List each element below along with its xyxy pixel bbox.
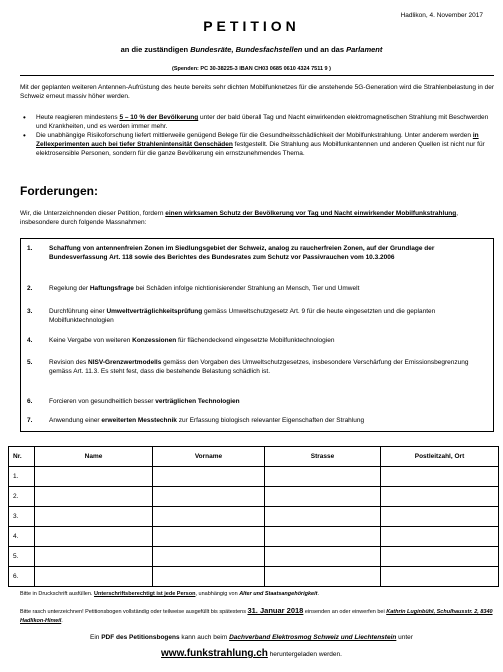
demands-lead: [20, 209, 495, 227]
ort-cell[interactable]: [381, 567, 499, 587]
intro-paragraph: Mit der geplanten weiteren Antennen-Aufrüstung des heute bereits sehr dichten Mobilfunknetzes für die anstehende 5G-Generation wird die Strahlenbelastung in der Schweiz erneut massiv höher werden.: [20, 84, 495, 100]
vorname-cell[interactable]: [153, 547, 265, 567]
subtitle-prefix: an die zuständigen: [120, 45, 191, 54]
demand-text-post: für flächendeckend eingesetzte Mobilfunktechnologien: [176, 337, 335, 344]
name-cell[interactable]: [35, 467, 153, 487]
table-row: [9, 567, 499, 587]
demand-emphasis: verträglichen Technologien: [155, 398, 240, 405]
vorname-cell[interactable]: [153, 507, 265, 527]
footer-emphasis: Unterschriftsberechtigt ist jede Person: [93, 591, 196, 597]
footer-text: .: [317, 591, 319, 597]
column-header-name: Name: [35, 447, 153, 467]
ort-cell[interactable]: [381, 487, 499, 507]
demand-text-pre: Forcieren von gesundheitlich besser: [49, 398, 156, 405]
demand-number: 5.: [27, 359, 33, 366]
name-cell[interactable]: [35, 487, 153, 507]
name-cell[interactable]: [35, 567, 153, 587]
table-row: [9, 547, 499, 567]
footer-text: Bitte in Druckschrift ausfüllen.: [20, 591, 94, 597]
demand-text-pre: Anwendung einer: [49, 417, 102, 424]
demand-number: 6.: [27, 398, 33, 405]
demand-text: Schaffung von antennenfreien Zonen im Siedlungsgebiet der Schweiz, analog zu raucherfreien Zonen, auf der Grundlage der Bundesverfassung Art. 118 sowie des Berichtes des Bundesrates zum Schutz vor Passivrauchen vom 10.3.2006: [49, 245, 435, 261]
demand-emphasis: Haftungsfrage: [89, 285, 134, 292]
strasse-cell[interactable]: [265, 567, 381, 587]
bullet-text: festgestellt. Die Strahlung aus Mobilfunkantennen und anderen Quellen ist nicht nur für elektrosensible Personen, sondern für die ganze Bevölkerung ein ernstzunehmendes Thema.: [36, 141, 485, 157]
row-number: 5.: [9, 547, 35, 567]
demand-number: 3.: [27, 308, 33, 315]
demand-emphasis: Umweltverträglichkeitsprüfung: [106, 308, 203, 315]
deadline-instructions: [20, 606, 495, 626]
bullet-item: [36, 113, 491, 131]
name-cell[interactable]: [35, 527, 153, 547]
demand-text: [49, 307, 479, 325]
row-number: 2.: [9, 487, 35, 507]
name-cell[interactable]: [35, 547, 153, 567]
table-row: [9, 507, 499, 527]
lead-text: , insbesondere durch folgende Massnahmen:: [20, 210, 459, 226]
vorname-cell[interactable]: [153, 467, 265, 487]
bullet-text: unter der bald überall Tag und Nacht einwirkenden elektromagnetischen Strahlung mit Beschwerden und Krankheiten, und es werden immer mehr.: [36, 114, 489, 130]
table-header-row: [9, 447, 499, 467]
demand-text: [49, 416, 479, 425]
subtitle-recipients-1: Bundesräte, Bundesfachstellen: [190, 45, 303, 54]
download-link-line: [0, 648, 503, 659]
demand-text: [49, 336, 479, 345]
bullet-list: [36, 113, 491, 158]
footer-emphasis: Alter und Staatsangehörigkeit: [239, 591, 318, 597]
column-header-vorname: Vorname: [153, 447, 265, 467]
table-row: [9, 527, 499, 547]
lead-emphasis: einen wirksamen Schutz der Bevölkerung vor Tag und Nacht einwirkender Mobilfunkstrahlung: [165, 210, 457, 217]
section-heading-forderungen: Forderungen:: [20, 184, 98, 198]
strasse-cell[interactable]: [265, 507, 381, 527]
download-info: [0, 634, 503, 641]
document-date: Hadlikon, 4. November 2017: [400, 12, 483, 19]
bullet-emphasis: in Zellexperimenten auch bei tiefer Strahlenintensität Genschäden: [36, 132, 479, 148]
demand-text-pre: Durchführung einer: [49, 308, 107, 315]
vorname-cell[interactable]: [153, 487, 265, 507]
fill-instructions: [20, 591, 495, 597]
demand-number: 7.: [27, 417, 33, 424]
demand-text-pre: Regelung der: [49, 285, 90, 292]
bullet-text: Die unabhängige Risikoforschung liefert mittlerweile genügend Belege für die Gesundheitsschädlichkeit der Mobilfunkstrahlung. Unter anderem werden: [36, 132, 473, 139]
footer-text: kann auch beim: [179, 634, 230, 641]
demand-text-pre: Revision des: [49, 359, 89, 366]
row-number: 6.: [9, 567, 35, 587]
document-title: PETITION: [203, 18, 300, 34]
header-divider: [20, 75, 494, 76]
demand-text-post: gemäss Umweltschutzgesetz Art. 9 für die heute eingesetzten und die geplanten Mobilfunktechnologien: [49, 308, 436, 324]
organisation-name: Dachverband Elektrosmog Schweiz und Liechtenstein: [229, 634, 397, 641]
footer-text: einsenden an oder einwerfen bei: [303, 609, 387, 615]
donation-info: (Spenden: PC 30-38225-3 IBAN CH03 0685 0610 4324 7511 9 ): [172, 66, 331, 72]
strasse-cell[interactable]: [265, 527, 381, 547]
subtitle-recipients-2: Parlament: [346, 45, 383, 54]
footer-emphasis: PDF des Petitionsbogens: [101, 634, 180, 641]
demand-text: [49, 284, 479, 293]
subtitle-mid: und an das: [302, 45, 347, 54]
table-row: [9, 487, 499, 507]
name-cell[interactable]: [35, 507, 153, 527]
demand-text-post: gemäss den Vorgaben des Umweltschutzgesetzes, insbesondere Verschärfung der Emissionsbegrenzung gemäss Art. 11.3. Es steht fest, dass die bestehende Belastung schädlich ist.: [49, 359, 469, 375]
signature-table: [8, 446, 499, 587]
demand-number: 4.: [27, 337, 33, 344]
deadline-date: 31. Januar 2018: [247, 606, 304, 615]
strasse-cell[interactable]: [265, 547, 381, 567]
vorname-cell[interactable]: [153, 527, 265, 547]
strasse-cell[interactable]: [265, 487, 381, 507]
strasse-cell[interactable]: [265, 467, 381, 487]
demand-emphasis: Konzessionen: [132, 337, 177, 344]
footer-text: Ein: [90, 634, 102, 641]
footer-text: heruntergeladen werden.: [267, 651, 342, 658]
column-header-nr: Nr.: [9, 447, 35, 467]
demand-text-post: zur Erfassung biologisch relevanter Eigenschaften der Strahlung: [176, 417, 365, 424]
footer-text: Bitte rasch unterzeichnen! Petitionsbogen vollständig oder teilweise ausgefüllt bis spätestens: [20, 609, 248, 615]
bullet-text: Heute reagieren mindestens: [36, 114, 120, 121]
ort-cell[interactable]: [381, 527, 499, 547]
lead-text: Wir, die Unterzeichnenden dieser Petition, fordern: [20, 210, 166, 217]
table-row: [9, 467, 499, 487]
bullet-item: [36, 131, 491, 158]
footer-text: unter: [396, 634, 413, 641]
row-number: 4.: [9, 527, 35, 547]
demand-emphasis: erweiterten Messtechnik: [101, 417, 177, 424]
bullet-emphasis: 5 – 10 % der Bevölkerung: [119, 114, 199, 121]
footer-text: .: [61, 618, 63, 624]
demand-text-pre: Keine Vergabe von weiteren: [49, 337, 133, 344]
demand-text: [49, 358, 479, 376]
ort-cell[interactable]: [381, 507, 499, 527]
document-subtitle: [0, 45, 503, 54]
row-number: 1.: [9, 467, 35, 487]
column-header-ort: Postleitzahl, Ort: [381, 447, 499, 467]
demand-number: 2.: [27, 285, 33, 292]
return-address: Kathrin Luginbühl, Schulhausstr. 2, 8340 Hadlikon-Hinwil: [20, 609, 493, 624]
demand-text: [49, 397, 479, 406]
ort-cell[interactable]: [381, 467, 499, 487]
vorname-cell[interactable]: [153, 567, 265, 587]
demands-box: [20, 238, 494, 432]
demand-number: 1.: [27, 245, 33, 252]
ort-cell[interactable]: [381, 547, 499, 567]
footer-text: , unabhängig von: [195, 591, 240, 597]
demand-emphasis: NISV-Grenzwertmodells: [88, 359, 162, 366]
website-link[interactable]: www.funkstrahlung.ch: [161, 648, 268, 659]
row-number: 3.: [9, 507, 35, 527]
demand-text-post: bei Schäden infolge nichtionisierender Strahlung an Mensch, Tier und Umwelt: [133, 285, 360, 292]
column-header-strasse: Strasse: [265, 447, 381, 467]
